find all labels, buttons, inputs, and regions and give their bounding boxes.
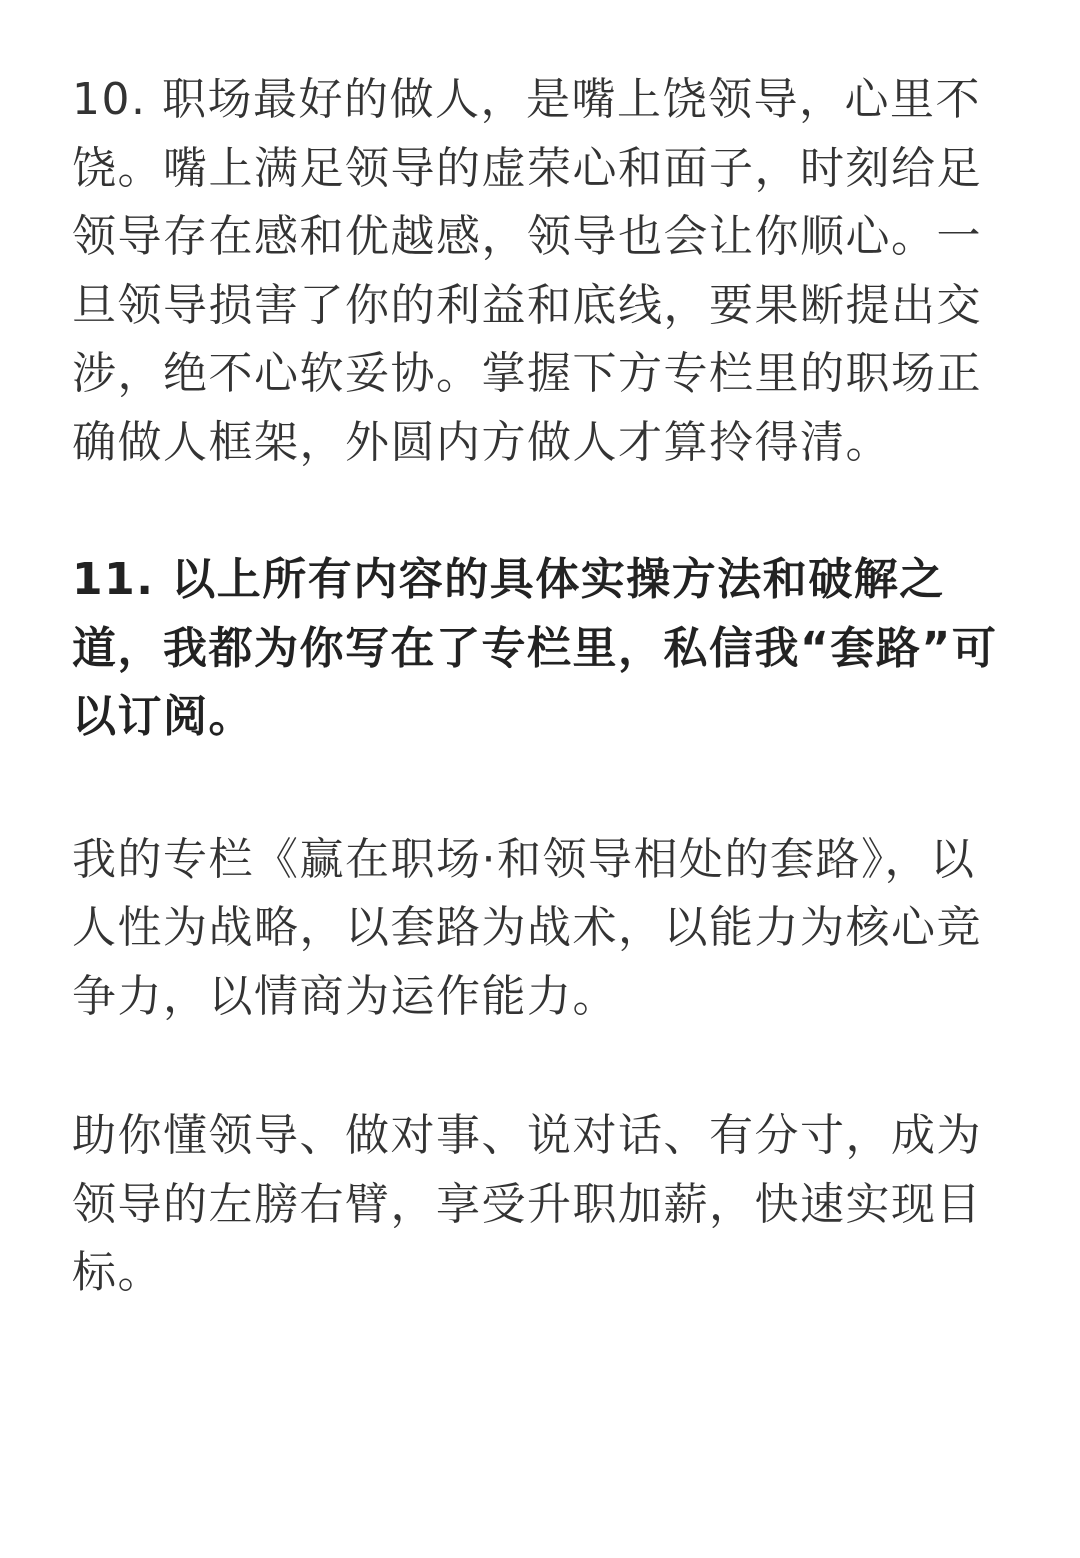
paragraph-column-intro: 我的专栏《赢在职场·和领导相处的套路》，以人性为战略，以套路为战术，以能力为核心竞争力，以情商为运作能力。 [72,833,982,1022]
paragraph-point-10: 10. 职场最好的做人，是嘴上饶领导，心里不饶。嘴上满足领导的虚荣心和面子，时刻给足领导存在感和优越感，领导也会让你顺心。一旦领导损害了你的利益和底线，要果断提出交涉，绝不心软妥协。掌握下方专栏里的职场正确做人框架，外圆内方做人才算拎得清。 [72,74,982,468]
paragraph-point-11: 11. 以上所有内容的具体实操方法和破解之道，我都为你写在了专栏里，私信我“套路”可以订阅。 [72,554,998,742]
paragraph-benefits: 助你懂领导、做对事、说对话、有分寸，成为领导的左膀右臂，享受升职加薪，快速实现目标。 [72,1110,982,1298]
article-body [72,66,1012,1308]
